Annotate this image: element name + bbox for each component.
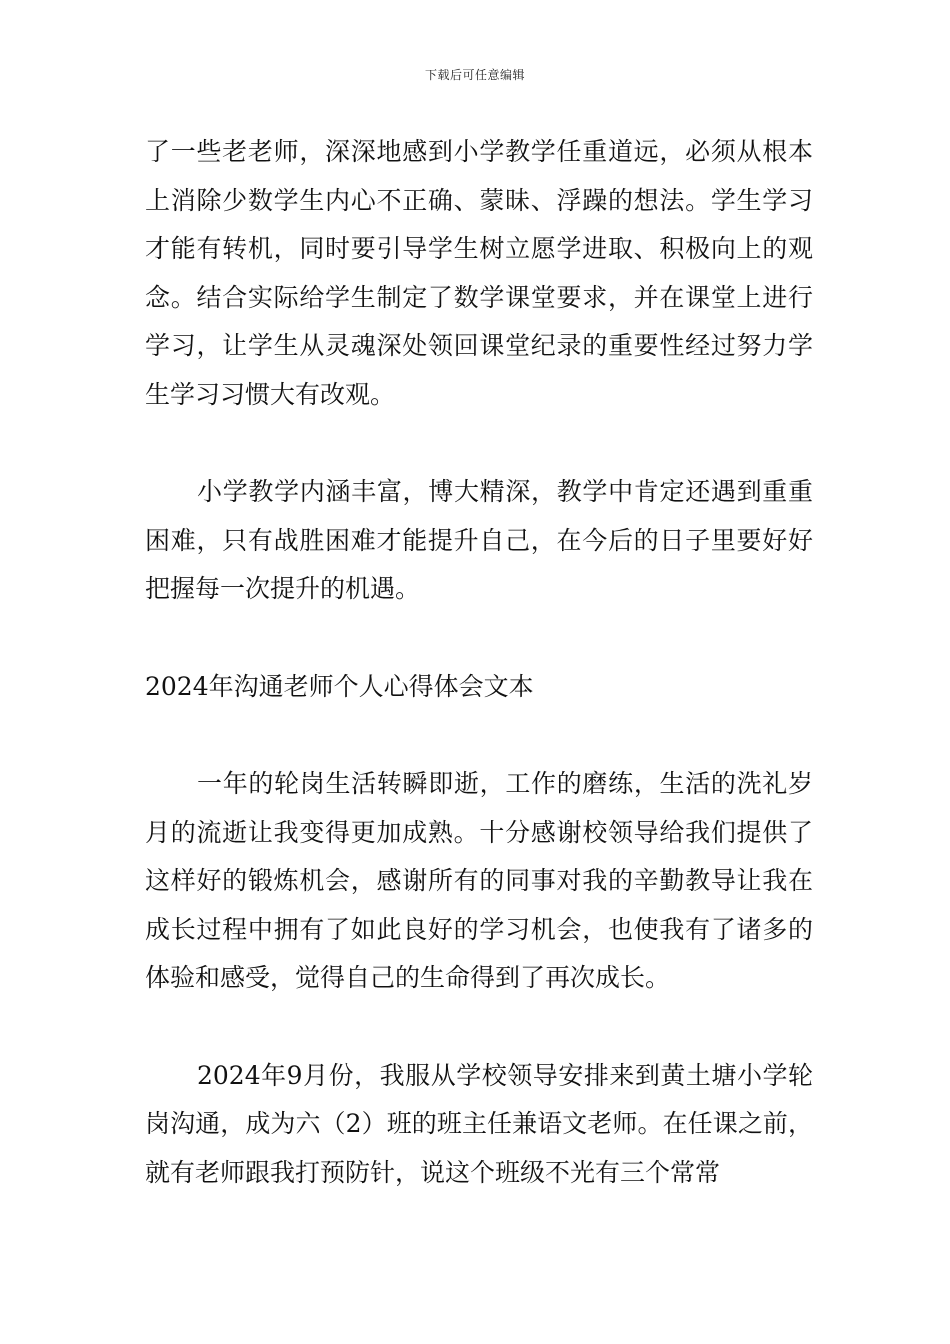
paragraph-teaching: 小学教学内涵丰富，博大精深，教学中肯定还遇到重重困难，只有战胜困难才能提升自己，在今后的日子里要好好把握每一次提升的机遇。 <box>145 477 813 603</box>
paragraph-continued: 了一些老老师，深深地感到小学教学任重道远，必须从根本上消除少数学生内心不正确、蒙昧、浮躁的想法。学生学习才能有转机，同时要引导学生树立愿学进取、积极向上的观念。结合实际给学生制定了数学课堂要求，并在课堂上进行学习，让学生从灵魂深处领回课堂纪录的重要性经过努力学生学习习惯大有改观。 <box>145 137 813 409</box>
section-heading: 2024年沟通老师个人心得体会文本 <box>145 671 534 701</box>
page-header: 下载后可任意编辑 <box>424 68 525 82</box>
paragraph-september: 2024年9月份，我服从学校领导安排来到黄土塘小学轮岗沟通，成为六（2）班的班主任兼语文老师。在任课之前，就有老师跟我打预防针，说这个班级不光有三个常常 <box>145 1060 813 1187</box>
paragraph-rotation: 一年的轮岗生活转瞬即逝，工作的磨练，生活的洗礼岁月的流逝让我变得更加成熟。十分感谢校领导给我们提供了这样好的锻炼机会，感谢所有的同事对我的辛勤教导让我在成长过程中拥有了如此良好的学习机会，也使我有了诸多的体验和感受，觉得自己的生命得到了再次成长。 <box>145 769 813 992</box>
paragraph-gap <box>145 614 813 663</box>
paragraph-gap <box>145 711 813 760</box>
document-body <box>145 128 813 1197</box>
paragraph-gap <box>145 1003 813 1052</box>
paragraph-gap <box>145 419 813 468</box>
